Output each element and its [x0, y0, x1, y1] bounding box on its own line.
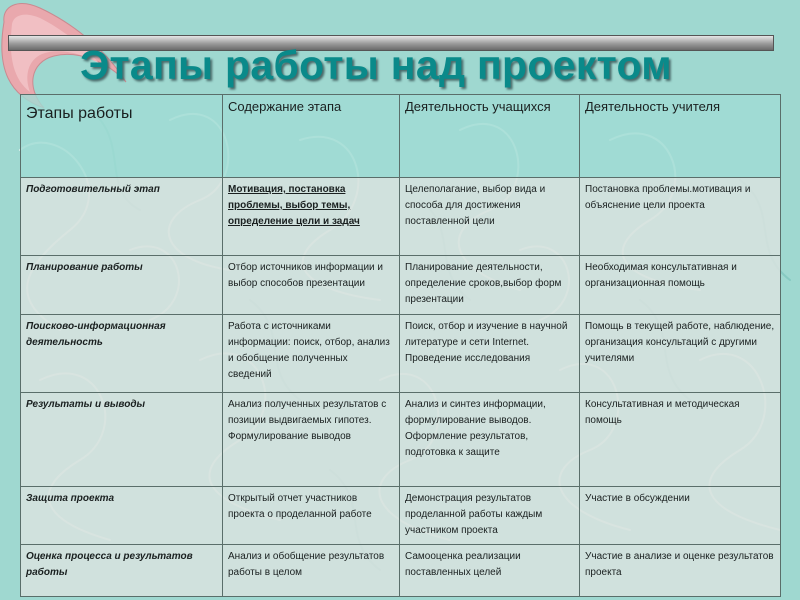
students-cell: Демонстрация результатов проделанной работы каждым участником проекта [400, 487, 580, 545]
column-header-stages: Этапы работы [21, 95, 223, 178]
table-row [21, 393, 781, 487]
students-cell: Самооценка реализации поставленных целей [400, 545, 580, 597]
content-cell: Анализ и обобщение результатов работы в целом [223, 545, 400, 597]
teacher-cell: Помощь в текущей работе, наблюдение, организация консультаций с другими учителями [580, 315, 781, 393]
column-header-content: Содержание этапа [223, 95, 400, 178]
students-cell: Поиск, отбор и изучение в научной литературе и сети Internet. Проведение исследования [400, 315, 580, 393]
content-cell: Открытый отчет участников проекта о проделанной работе [223, 487, 400, 545]
students-cell: Анализ и синтез информации, формулирование выводов. Оформление результатов, подготовка к защите [400, 393, 580, 487]
project-stages-table [20, 94, 781, 597]
content-cell: Отбор источников информации и выбор способов презентации [223, 256, 400, 315]
table-row [21, 545, 781, 597]
table-row [21, 315, 781, 393]
table-header-row [21, 95, 781, 178]
teacher-cell: Консультативная и методическая помощь [580, 393, 781, 487]
content-cell: Работа с источниками информации: поиск, отбор, анализ и обобщение полученных сведений [223, 315, 400, 393]
table-row [21, 487, 781, 545]
slide-title: Этапы работы над проектом [80, 42, 672, 88]
teacher-cell: Участие в анализе и оценке результатов проекта [580, 545, 781, 597]
table-row [21, 256, 781, 315]
students-cell: Целеполагание, выбор вида и способа для достижения поставленной цели [400, 178, 580, 256]
teacher-cell: Постановка проблемы.мотивация и объяснение цели проекта [580, 178, 781, 256]
stage-cell: Подготовительный этап [21, 178, 223, 256]
teacher-cell: Необходимая консультативная и организационная помощь [580, 256, 781, 315]
content-cell: Анализ полученных результатов с позиции выдвигаемых гипотез. Формулирование выводов [223, 393, 400, 487]
teacher-cell: Участие в обсуждении [580, 487, 781, 545]
content-cell: Мотивация, постановка проблемы, выбор темы, определение цели и задач [223, 178, 400, 256]
stage-cell: Результаты и выводы [21, 393, 223, 487]
students-cell: Планирование деятельности, определение сроков,выбор форм презентации [400, 256, 580, 315]
stage-cell: Планирование работы [21, 256, 223, 315]
stage-cell: Оценка процесса и результатов работы [21, 545, 223, 597]
stage-cell: Поисково-информационная деятельность [21, 315, 223, 393]
stage-cell: Защита проекта [21, 487, 223, 545]
column-header-teacher: Деятельность учителя [580, 95, 781, 178]
column-header-students: Деятельность учащихся [400, 95, 580, 178]
table-row [21, 178, 781, 256]
